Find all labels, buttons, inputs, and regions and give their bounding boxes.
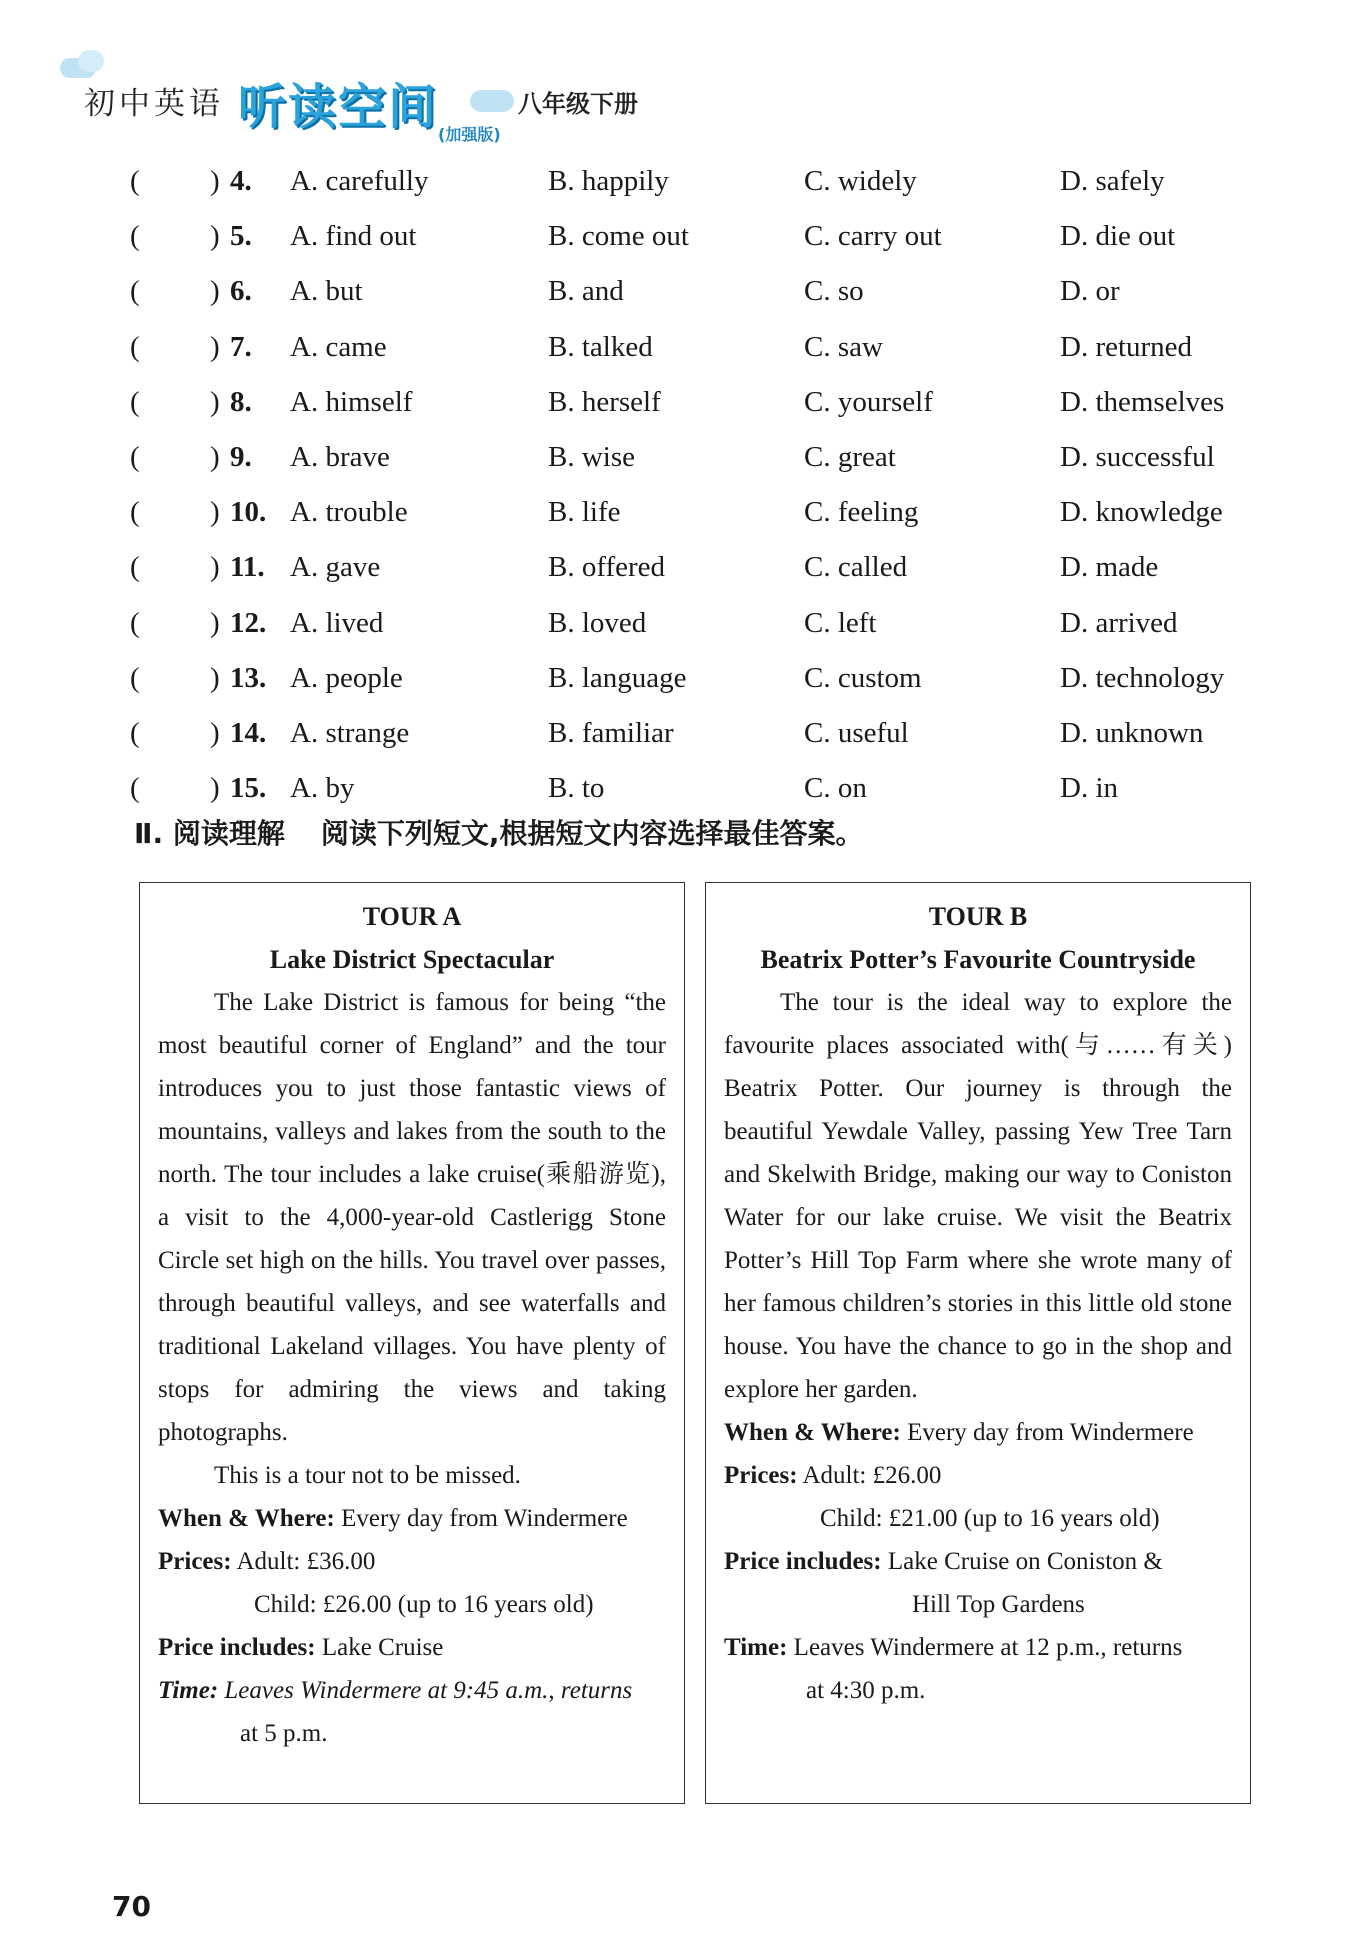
page-number: 70 bbox=[112, 1890, 151, 1923]
brand-logo: 听读空间 bbox=[238, 79, 439, 135]
question-list bbox=[0, 158, 1350, 820]
question-number: 5. bbox=[230, 220, 252, 253]
question-number: 15. bbox=[230, 772, 267, 805]
option-a: A. himself bbox=[290, 385, 413, 418]
option-c: C. so bbox=[804, 275, 864, 308]
option-d: D. arrived bbox=[1060, 606, 1178, 639]
option-b: B. come out bbox=[548, 220, 689, 253]
option-c: C. custom bbox=[804, 661, 922, 694]
includes-label: Price includes: bbox=[158, 1634, 316, 1661]
tour-a-closing: This is a tour not to be missed. bbox=[214, 1462, 521, 1489]
option-c: C. feeling bbox=[804, 496, 919, 529]
answer-blank-close: ) bbox=[210, 551, 220, 584]
series-name: 初中英语 bbox=[84, 86, 224, 122]
prices-label: Prices: bbox=[724, 1462, 798, 1489]
answer-blank-open: ( bbox=[130, 440, 140, 473]
tour-a-includes bbox=[158, 1626, 666, 1669]
question-row bbox=[0, 213, 1350, 268]
tour-a-when bbox=[158, 1497, 666, 1540]
answer-blank-open: ( bbox=[130, 551, 140, 584]
tour-b-includes bbox=[724, 1540, 1232, 1583]
option-b: B. talked bbox=[548, 330, 653, 363]
answer-blank-open: ( bbox=[130, 606, 140, 639]
prices-label: Prices: bbox=[158, 1548, 232, 1575]
when-value: Every day from Windermere bbox=[907, 1419, 1194, 1446]
question-number: 10. bbox=[230, 496, 267, 529]
time-value-cont: at 4:30 p.m. bbox=[806, 1677, 926, 1704]
time-value-cont: at 5 p.m. bbox=[240, 1720, 328, 1747]
option-b: B. life bbox=[548, 496, 621, 529]
option-d: D. technology bbox=[1060, 661, 1225, 694]
question-number: 14. bbox=[230, 716, 267, 749]
question-row bbox=[0, 544, 1350, 599]
option-c: C. saw bbox=[804, 330, 883, 363]
option-b: B. loved bbox=[548, 606, 647, 639]
edition-label: (加强版) bbox=[438, 125, 501, 144]
question-number: 12. bbox=[230, 606, 267, 639]
answer-blank-open: ( bbox=[130, 220, 140, 253]
option-b: B. familiar bbox=[548, 716, 674, 749]
includes-value: Lake Cruise on Coniston & bbox=[887, 1548, 1163, 1575]
tour-a-body: The Lake District is famous for being “the most beautiful corner of England” and the tour introduces you to just those fantastic views of mountains, valleys and lakes from the south to the north. The tour includes a lake cruise(乘船游览), a visit to the 4,000-year-old Castlerigg Stone Circle set high on the hills. You travel over passes, through beautiful valleys, and see waterfalls and traditional Lakeland villages. You have plenty of stops for admiring the views and taking photographs. bbox=[158, 989, 666, 1446]
time-label: Time: bbox=[724, 1634, 788, 1661]
question-row bbox=[0, 489, 1350, 544]
question-number: 8. bbox=[230, 385, 252, 418]
answer-blank-close: ) bbox=[210, 440, 220, 473]
option-a: A. gave bbox=[290, 551, 381, 584]
option-c: C. left bbox=[804, 606, 877, 639]
answer-blank-close: ) bbox=[210, 385, 220, 418]
question-row bbox=[0, 268, 1350, 323]
tour-b-prices bbox=[724, 1454, 1232, 1497]
tour-a-heading: TOUR A bbox=[362, 902, 462, 931]
tour-b-heading: TOUR B bbox=[928, 902, 1028, 931]
option-a: A. lived bbox=[290, 606, 384, 639]
option-d: D. or bbox=[1060, 275, 1120, 308]
question-number: 6. bbox=[230, 275, 252, 308]
page-header bbox=[60, 50, 760, 144]
option-b: B. language bbox=[548, 661, 687, 694]
tour-b-when bbox=[724, 1411, 1232, 1454]
when-label: When & Where: bbox=[724, 1419, 901, 1446]
question-number: 13. bbox=[230, 661, 267, 694]
option-a: A. strange bbox=[290, 716, 410, 749]
option-c: C. on bbox=[804, 772, 867, 805]
option-a: A. came bbox=[290, 330, 387, 363]
tour-b-body: The tour is the ideal way to explore the favourite places associated with(与……有关) Beatrix Potter. Our journey is through the beautiful Yewdale Valley, passing Yew Tree Tarn and Skelwith Bridge, making our way to Coniston Water for our lake cruise. We visit the Beatrix Potter’s Hill Top Farm where she wrote many of her famous children’s stories in this little old stone house. You have the chance to go in the shop and explore her garden. bbox=[724, 989, 1232, 1403]
question-row bbox=[0, 379, 1350, 434]
option-d: D. made bbox=[1060, 551, 1159, 584]
tour-a-time bbox=[158, 1669, 666, 1712]
answer-blank-close: ) bbox=[210, 772, 220, 805]
tour-b-time bbox=[724, 1626, 1232, 1669]
question-row bbox=[0, 600, 1350, 655]
answer-blank-open: ( bbox=[130, 275, 140, 308]
option-a: A. carefully bbox=[290, 165, 429, 197]
tour-b-box bbox=[705, 882, 1251, 1804]
price-adult: Adult: £36.00 bbox=[236, 1548, 376, 1575]
section-instruction: 阅读下列短文,根据短文内容选择最佳答案。 bbox=[320, 817, 864, 850]
includes-value-cont: Hill Top Gardens bbox=[912, 1591, 1085, 1618]
answer-blank-open: ( bbox=[130, 772, 140, 805]
option-c: C. yourself bbox=[804, 385, 933, 418]
option-b: B. wise bbox=[548, 440, 635, 473]
answer-blank-close: ) bbox=[210, 661, 220, 694]
option-d: D. in bbox=[1060, 772, 1118, 805]
cloud-icon bbox=[470, 90, 514, 112]
answer-blank-open: ( bbox=[130, 661, 140, 694]
option-d: D. returned bbox=[1060, 330, 1193, 363]
question-row bbox=[0, 158, 1350, 213]
answer-blank-close: ) bbox=[210, 496, 220, 529]
option-d: D. unknown bbox=[1060, 716, 1204, 749]
answer-blank-close: ) bbox=[210, 165, 220, 197]
answer-blank-open: ( bbox=[130, 716, 140, 749]
option-b: B. happily bbox=[548, 165, 669, 197]
option-c: C. useful bbox=[804, 716, 909, 749]
question-number: 9. bbox=[230, 440, 252, 473]
option-a: A. brave bbox=[290, 440, 390, 473]
tour-a-prices bbox=[158, 1540, 666, 1583]
answer-blank-close: ) bbox=[210, 330, 220, 363]
option-a: A. but bbox=[290, 275, 363, 308]
option-d: D. themselves bbox=[1060, 385, 1225, 418]
answer-blank-close: ) bbox=[210, 606, 220, 639]
option-d: D. die out bbox=[1060, 220, 1176, 253]
answer-blank-open: ( bbox=[130, 496, 140, 529]
grade-label: 八年级下册 bbox=[518, 90, 638, 118]
option-a: A. by bbox=[290, 772, 355, 805]
price-child: Child: £26.00 (up to 16 years old) bbox=[254, 1591, 594, 1618]
tour-a-title: Lake District Spectacular bbox=[269, 945, 555, 974]
option-b: B. herself bbox=[548, 385, 661, 418]
price-child: Child: £21.00 (up to 16 years old) bbox=[820, 1505, 1160, 1532]
price-adult: Adult: £26.00 bbox=[802, 1462, 942, 1489]
includes-label: Price includes: bbox=[724, 1548, 882, 1575]
option-d: D. successful bbox=[1060, 440, 1215, 473]
option-a: A. trouble bbox=[290, 496, 408, 529]
option-c: C. widely bbox=[804, 165, 917, 197]
when-value: Every day from Windermere bbox=[341, 1505, 628, 1532]
option-b: B. to bbox=[548, 772, 605, 805]
question-number: 7. bbox=[230, 330, 252, 363]
option-d: D. knowledge bbox=[1060, 496, 1223, 529]
tour-a-box bbox=[139, 882, 685, 1804]
time-label: Time: bbox=[158, 1677, 219, 1704]
answer-blank-close: ) bbox=[210, 275, 220, 308]
option-a: A. find out bbox=[290, 220, 417, 253]
question-row bbox=[0, 434, 1350, 489]
answer-blank-open: ( bbox=[130, 330, 140, 363]
section-label: Ⅱ. 阅读理解 bbox=[134, 817, 285, 850]
cloud-icon bbox=[78, 50, 104, 72]
time-value: Leaves Windermere at 9:45 a.m., returns bbox=[224, 1677, 633, 1704]
answer-blank-open: ( bbox=[130, 165, 140, 197]
option-b: B. offered bbox=[548, 551, 666, 584]
option-c: C. carry out bbox=[804, 220, 942, 253]
question-number: 11. bbox=[230, 551, 265, 584]
answer-blank-close: ) bbox=[210, 716, 220, 749]
question-row bbox=[0, 324, 1350, 379]
option-c: C. great bbox=[804, 440, 896, 473]
tour-b-title: Beatrix Potter’s Favourite Countryside bbox=[760, 945, 1196, 974]
time-value: Leaves Windermere at 12 p.m., returns bbox=[793, 1634, 1183, 1661]
option-a: A. people bbox=[290, 661, 403, 694]
question-number: 4. bbox=[230, 165, 252, 197]
option-b: B. and bbox=[548, 275, 624, 308]
answer-blank-close: ) bbox=[210, 220, 220, 253]
question-row bbox=[0, 655, 1350, 710]
option-c: C. called bbox=[804, 551, 908, 584]
section-heading bbox=[134, 812, 1284, 852]
answer-blank-open: ( bbox=[130, 385, 140, 418]
includes-value: Lake Cruise bbox=[321, 1634, 444, 1661]
option-d: D. safely bbox=[1060, 165, 1165, 197]
when-label: When & Where: bbox=[158, 1505, 335, 1532]
question-row bbox=[0, 710, 1350, 765]
